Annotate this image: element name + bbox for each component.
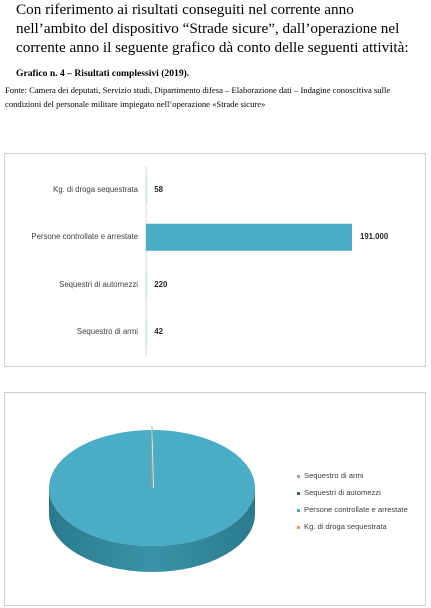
pie-legend-item bbox=[297, 484, 408, 501]
legend-swatch bbox=[297, 492, 300, 495]
bar-category-label: Persone controllate e arrestate bbox=[31, 232, 138, 242]
legend-swatch bbox=[297, 475, 300, 478]
chart-caption-title: Grafico n. 4 – Risultati complessivi (2019). bbox=[16, 68, 190, 79]
intro-line-1: Con riferimento ai risultati conseguiti nel corrente anno bbox=[16, 1, 354, 18]
bar-category-label: Sequestro di armi bbox=[76, 327, 138, 337]
bar-value-label: 191.000 bbox=[360, 232, 389, 242]
legend-label: Sequestri di automezzi bbox=[304, 488, 381, 497]
legend-label: Kg. di droga sequestrata bbox=[304, 522, 387, 531]
chart-caption-source: Fonte: Camera dei deputati, Servizio studi, Dipartimento difesa – Elaborazione dati – Indagine conoscitiva sulle condizioni del personale militare impiegato nell’operazione «Strade sicure» bbox=[5, 85, 391, 109]
pie-legend-item bbox=[297, 467, 408, 484]
pie-legend-item bbox=[297, 518, 408, 535]
bar-category-label: Kg. di droga sequestrata bbox=[53, 184, 138, 194]
bar-value-label: 220 bbox=[154, 279, 168, 289]
intro-line-3: corrente anno il seguente grafico dà conto delle seguenti attività: bbox=[16, 39, 409, 56]
pie-legend-item bbox=[297, 501, 408, 518]
intro-line-2: nell’ambito del dispositivo “Strade sicure”, dall’operazione nel bbox=[16, 20, 400, 37]
legend-label: Persone controllate e arrestate bbox=[304, 505, 408, 514]
intro-paragraph bbox=[16, 0, 414, 57]
bar-value-label: 58 bbox=[154, 184, 163, 194]
legend-label: Sequestro di armi bbox=[304, 471, 364, 480]
legend-swatch bbox=[297, 526, 300, 529]
pie-chart-legend bbox=[297, 467, 408, 535]
bar-value-label: 42 bbox=[154, 327, 163, 337]
legend-swatch bbox=[297, 509, 300, 512]
bar-category-label: Sequestri di automezzi bbox=[59, 279, 138, 289]
